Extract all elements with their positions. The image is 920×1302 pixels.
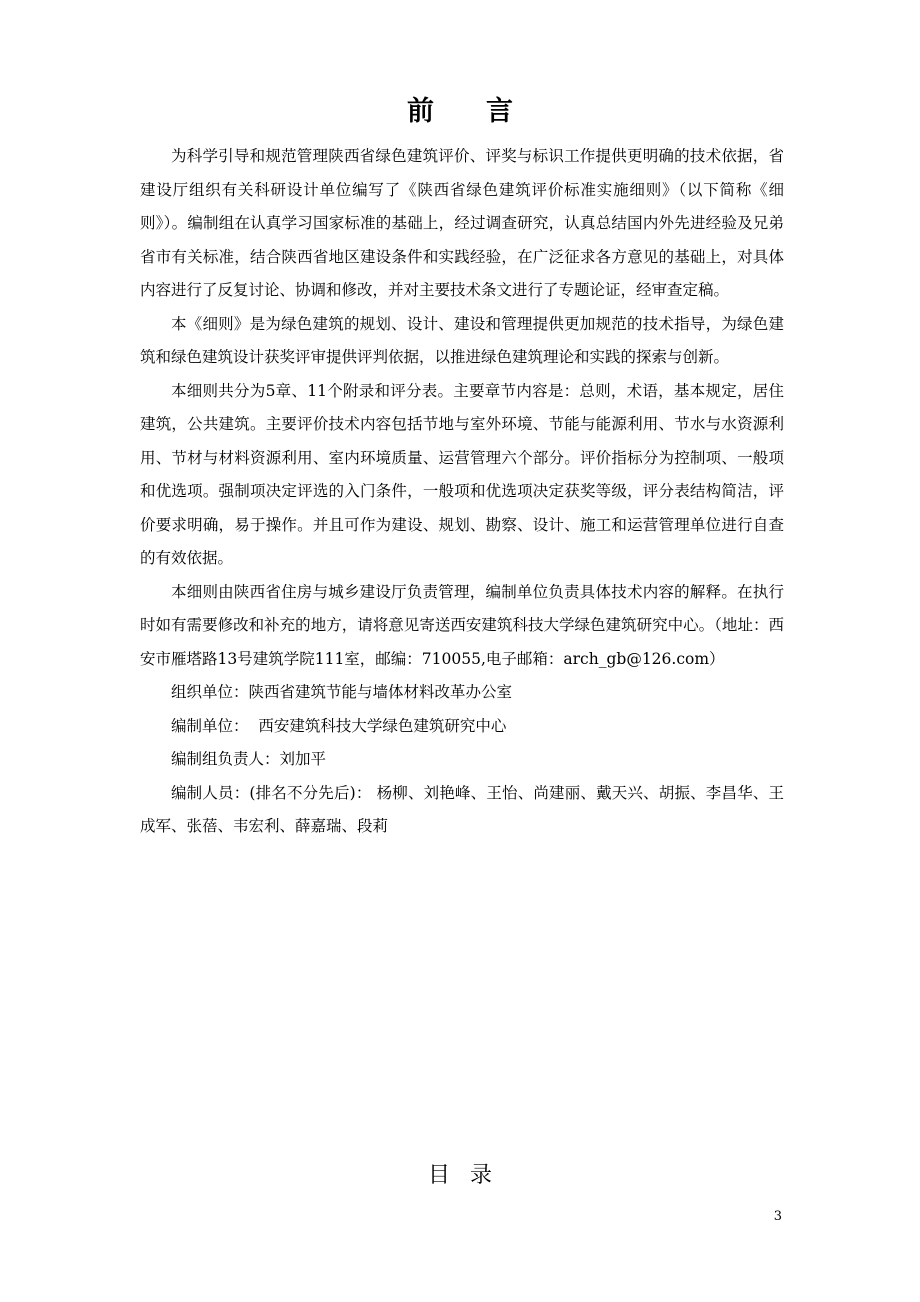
document-body (140, 140, 784, 844)
toc-heading: 目录 (427, 1163, 512, 1188)
page-number: 3 (773, 1209, 782, 1224)
page-title: 前言 (407, 96, 565, 127)
leader-line: 编制组负责人：刘加平 (171, 750, 327, 768)
organizer-line: 组织单位：陕西省建筑节能与墙体材料改革办公室 (171, 683, 513, 701)
paragraph-purpose: 为科学引导和规范管理陕西省绿色建筑评价、评奖与标识工作提供更明确的技术依据，省建设厅组织有关科研设计单位编写了《陕西省绿色建筑评价标准实施细则》（以下简称《细则》）。编制组在认真学习国家标准的基础上，经过调查研究，认真总结国内外先进经验及兄弟省市有关标准，结合陕西省地区建设条件和实践经验，在广泛征求各方意见的基础上，对具体内容进行了反复讨论、协调和修改，并对主要技术条文进行了专题论证，经审查定稿。 (140, 147, 784, 299)
compiler-line: 编制单位： 西安建筑科技大学绿色建筑研究中心 (171, 716, 507, 735)
paragraph-structure: 本细则共分为5章、11个附录和评分表。主要章节内容是：总则，术语，基本规定，居住建筑，公共建筑。主要评价技术内容包括节地与室外环境、节能与能源利用、节水与水资源利用、节材与材料资源利用、室内环境质量、运营管理六个部分。评价指标分为控制项、一般项和优选项。强制项决定评选的入门条件，一般项和优选项决定获奖等级，评分表结构简洁，评价要求明确，易于操作。并且可作为建设、规划、勘察、设计、施工和运营管理单位进行自查的有效依据。 (140, 381, 784, 567)
paragraph-intent: 本《细则》是为绿色建筑的规划、设计、建设和管理提供更加规范的技术指导，为绿色建筑和绿色建筑设计获奖评审提供评判依据，以推进绿色建筑理论和实践的探索与创新。 (140, 314, 784, 366)
members-line: 编制人员：(排名不分先后)： 杨柳、刘艳峰、王怡、尚建丽、戴天兴、胡振、李昌华、王成军、张蓓、韦宏利、薛嘉瑞、段莉 (140, 783, 784, 835)
paragraph-management: 本细则由陕西省住房与城乡建设厅负责管理，编制单位负责具体技术内容的解释。在执行时如有需要修改和补充的地方，请将意见寄送西安建筑科技大学绿色建筑研究中心。（地址：西安市雁塔路13号建筑学院111室，邮编：710055,电子邮箱：arch_gb@126.com） (140, 582, 784, 668)
